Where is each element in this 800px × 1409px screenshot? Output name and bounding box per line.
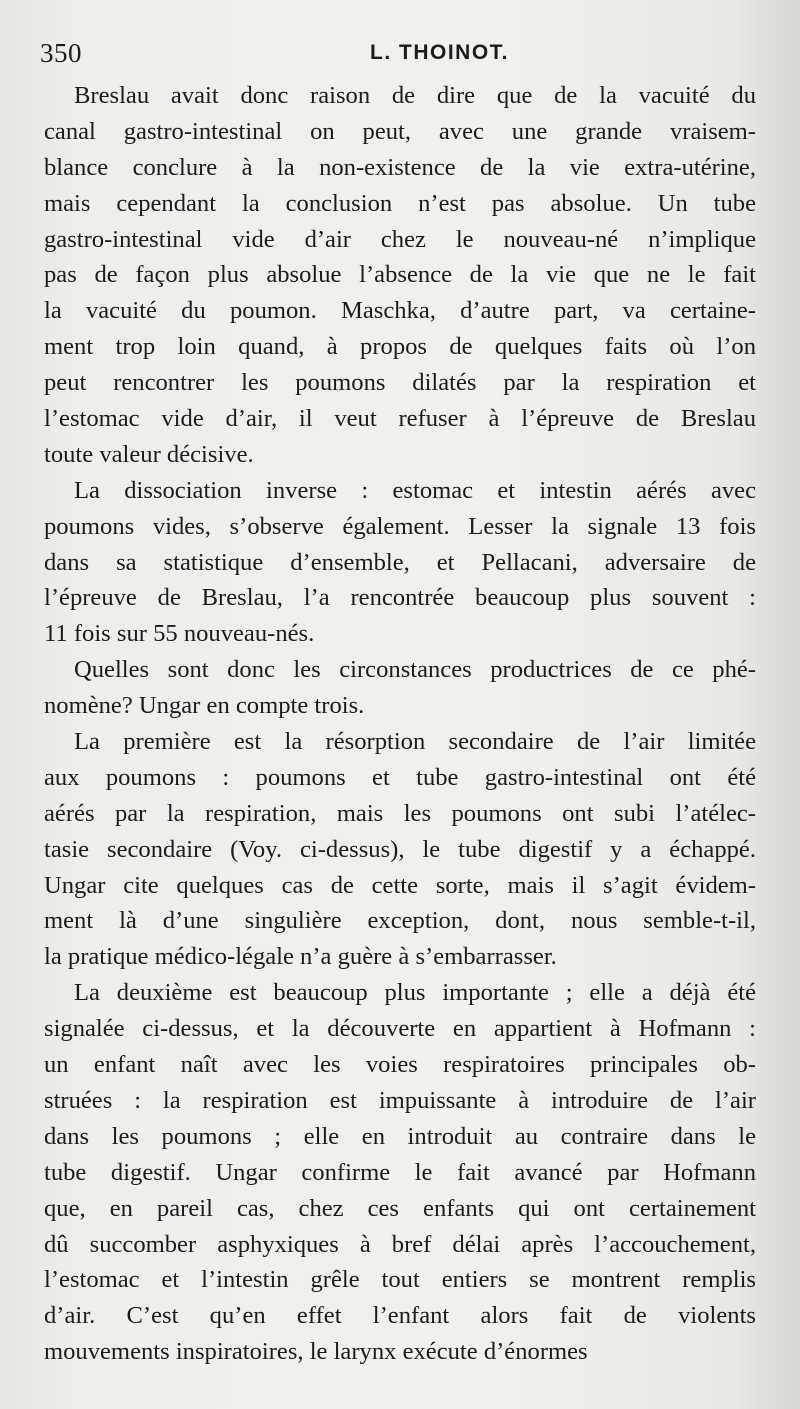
page-header <box>40 38 760 78</box>
text-line: ment trop loin quand, à propos de quelques faits où l’on <box>44 333 756 361</box>
text-line: La première est la résorption secondaire de l’air limitée <box>74 728 756 756</box>
text-line: dû succomber asphyxiques à bref délai après l’accouchement, <box>44 1230 756 1258</box>
text-line: La dissociation inverse : estomac et intestin aérés avec <box>74 476 756 504</box>
text-line: Quelles sont donc les circonstances productrices de ce phé- <box>74 656 756 684</box>
text-line: tube digestif. Ungar confirme le fait avancé par Hofmann <box>44 1158 756 1186</box>
text-line: dans sa statistique d’ensemble, et Pellacani, adversaire de <box>44 548 756 576</box>
paragraph <box>44 78 756 473</box>
text-line: blance conclure à la non-existence de la vie extra-utérine, <box>44 153 756 181</box>
running-head: L. THOINOT. <box>370 41 509 64</box>
text-line: 11 fois sur 55 nouveau-nés. <box>44 620 315 648</box>
text-line: un enfant naît avec les voies respiratoires principales ob- <box>44 1051 756 1079</box>
text-line: d’air. C’est qu’en effet l’enfant alors fait de violents <box>44 1302 756 1330</box>
text-line: l’estomac et l’intestin grêle tout entiers se montrent remplis <box>44 1266 756 1294</box>
paragraph <box>44 724 756 975</box>
text-line: peut rencontrer les poumons dilatés par la respiration et <box>44 369 756 397</box>
text-line: poumons vides, s’observe également. Lesser la signale 13 fois <box>44 512 756 540</box>
text-line: toute valeur décisive. <box>44 440 254 468</box>
text-line: mouvements inspiratoires, le larynx exécute d’énormes <box>44 1338 588 1366</box>
page-number: 350 <box>40 38 82 68</box>
text-line: tasie secondaire (Voy. ci-dessus), le tube digestif y a échappé. <box>44 835 756 863</box>
body-text <box>44 78 756 1370</box>
text-line: canal gastro-intestinal on peut, avec une grande vraisem- <box>44 117 756 145</box>
text-line: Breslau avait donc raison de dire que de la vacuité du <box>74 82 756 109</box>
text-line: l’estomac vide d’air, il veut refuser à l’épreuve de Breslau <box>44 405 756 433</box>
paragraph <box>44 473 756 652</box>
paragraph <box>44 975 756 1370</box>
text-line: mais cependant la conclusion n’est pas absolue. Un tube <box>44 189 756 217</box>
paragraph <box>44 652 756 724</box>
text-line: la vacuité du poumon. Maschka, d’autre part, va certaine- <box>44 297 756 325</box>
text-line: ment là d’une singulière exception, dont, nous semble-t-il, <box>44 907 756 935</box>
text-line: pas de façon plus absolue l’absence de la vie que ne le fait <box>44 261 756 289</box>
text-line: aérés par la respiration, mais les poumons ont subi l’atélec- <box>44 799 756 827</box>
text-line: l’épreuve de Breslau, l’a rencontrée beaucoup plus souvent : <box>44 584 756 612</box>
text-line: aux poumons : poumons et tube gastro-intestinal ont été <box>44 763 756 791</box>
text-line: signalée ci-dessus, et la découverte en appartient à Hofmann : <box>44 1015 756 1043</box>
text-line: dans les poumons ; elle en introduit au contraire dans le <box>44 1122 756 1150</box>
text-line: nomène? Ungar en compte trois. <box>44 692 365 720</box>
text-line: struées : la respiration est impuissante à introduire de l’air <box>44 1086 756 1114</box>
text-line: la pratique médico-légale n’a guère à s’embarrasser. <box>44 943 557 971</box>
text-line: gastro-intestinal vide d’air chez le nouveau-né n’implique <box>44 225 756 253</box>
text-line: Ungar cite quelques cas de cette sorte, mais il s’agit évidem- <box>44 871 756 899</box>
text-line: La deuxième est beaucoup plus importante ; elle a déjà été <box>74 979 756 1007</box>
text-line: que, en pareil cas, chez ces enfants qui ont certainement <box>44 1194 756 1222</box>
